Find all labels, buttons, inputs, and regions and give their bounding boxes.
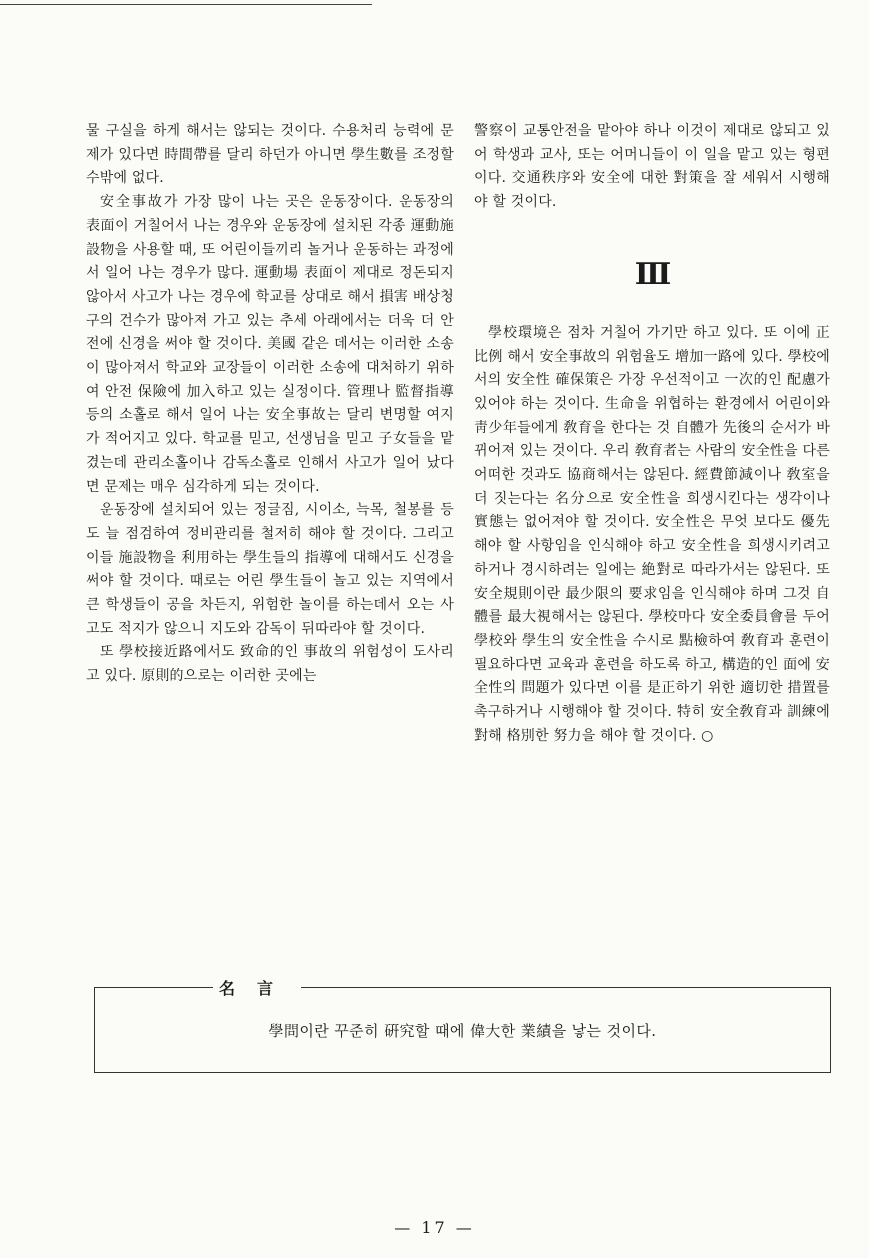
right-column <box>474 120 830 748</box>
right-paragraph-2: 學校環境은 점차 거칠어 가기만 하고 있다. 또 이에 正比例 해서 安全事故의 위험율도 增加一路에 있다. 學校에서의 安全性 確保策은 가장 우선적이고 一次的인 配慮가 있어야 하는 것이다. 生命을 위협하는 환경에서 어린이와 靑少年들에게 敎育을 한다는 것 自體가 先後의 순서가 바뀌어져 있는 것이다. 우리 敎育者는 사람의 安全性을 다른 어떠한 것과도 協商해서는 않된다. 經費節減이나 敎室을 더 짓는다는 名分으로 安全性을 희생시킨다는 생각이나 實態는 없어져야 할 것이다. 安全性은 무엇 보다도 優先해야 할 사항임을 인식해야 하고 安全性을 희생시키려고 하거나 경시하려는 일에는 絶對로 따라가서는 않된다. 또 安全規則이란 最少限의 要求임을 인식해야 하며 그것 自體를 最大視해서는 않된다. 學校마다 安全委員會를 두어 學校와 學生의 安全性을 수시로 點檢하여 敎育과 훈련이 필요하다면 교육과 훈련을 하도록 하고, 構造的인 面에 安全性의 問題가 있다면 이를 是正하기 위한 適切한 措置를 촉구하거나 시행해야 할 것이다. 特히 安全敎育과 訓練에 對해 格別한 努力을 해야 할 것이다. ○ <box>474 324 830 744</box>
section-numeral: Ⅲ <box>634 256 670 292</box>
quote-text: 學問이란 꾸준히 硏究할 때에 偉大한 業績을 낳는 것이다. <box>268 1022 657 1040</box>
top-rule <box>0 4 372 5</box>
left-column <box>86 120 454 689</box>
left-paragraph-4: 또 學校接近路에서도 致命的인 事故의 위험성이 도사리고 있다. 原則的으로는 이러한 곳에는 <box>86 644 454 685</box>
left-paragraph-1: 물 구실을 하게 해서는 않되는 것이다. 수용처리 능력에 문제가 있다면 時間帶를 달리 하던가 아니면 學生數를 조정할 수밖에 없다. <box>86 123 454 187</box>
left-paragraph-2: 安全事故가 가장 많이 나는 곳은 운동장이다. 운동장의 表面이 거칠어서 나는 경우와 운동장에 설치된 각종 運動施設物을 사용할 때, 또 어린이들끼리 놀거나 운동하는 과정에서 일어 나는 경우가 많다. 運動場 表面이 제대로 정돈되지 않아서 사고가 나는 경우에 학교를 상대로 해서 損害 배상청구의 건수가 많아져 가고 있는 추세 아래에서는 더욱 더 안전에 신경을 써야 할 것이다. 美國 같은 데서는 이러한 소송이 많아져서 학교와 교장들이 이러한 소송에 대처하기 위하여 안전 保險에 加入하고 있는 실정이다. 管理나 監督指導 등의 소홀로 해서 일어 나는 安全事故는 달리 변명할 여지가 적어지고 있다. 학교를 믿고, 선생님을 믿고 子女들을 맡겼는데 관리소홀이나 감독소홀로 인해서 사고가 일어 났다면 문제는 매우 심각하게 되는 것이다. <box>86 194 454 495</box>
quote-box <box>94 979 831 1073</box>
page-number: — 17 — <box>394 1218 475 1237</box>
right-paragraph-1: 警察이 교통안전을 맡아야 하나 이것이 제대로 않되고 있어 학생과 교사, 또는 어머니들이 이 일을 맡고 있는 형편이다. 交通秩序와 安全에 대한 對策을 잘 세워서 시행해야 할 것이다. <box>474 123 830 211</box>
left-paragraph-3: 운동장에 설치되어 있는 정글짐, 시이소, 늑목, 철봉를 등도 늘 점검하여 정비관리를 철저히 해야 할 것이다. 그리고 이들 施設物을 利用하는 學生들의 指導에 대해서도 신경을 써야 할 것이다. 때로는 어린 學生들이 놀고 있는 지역에서 큰 학생들이 공을 차든지, 위험한 놀이를 하는데서 오는 사고도 적지가 않으니 지도와 감독이 뒤따라야 할 것이다. <box>86 502 454 637</box>
quote-title: 名言 <box>213 976 301 999</box>
